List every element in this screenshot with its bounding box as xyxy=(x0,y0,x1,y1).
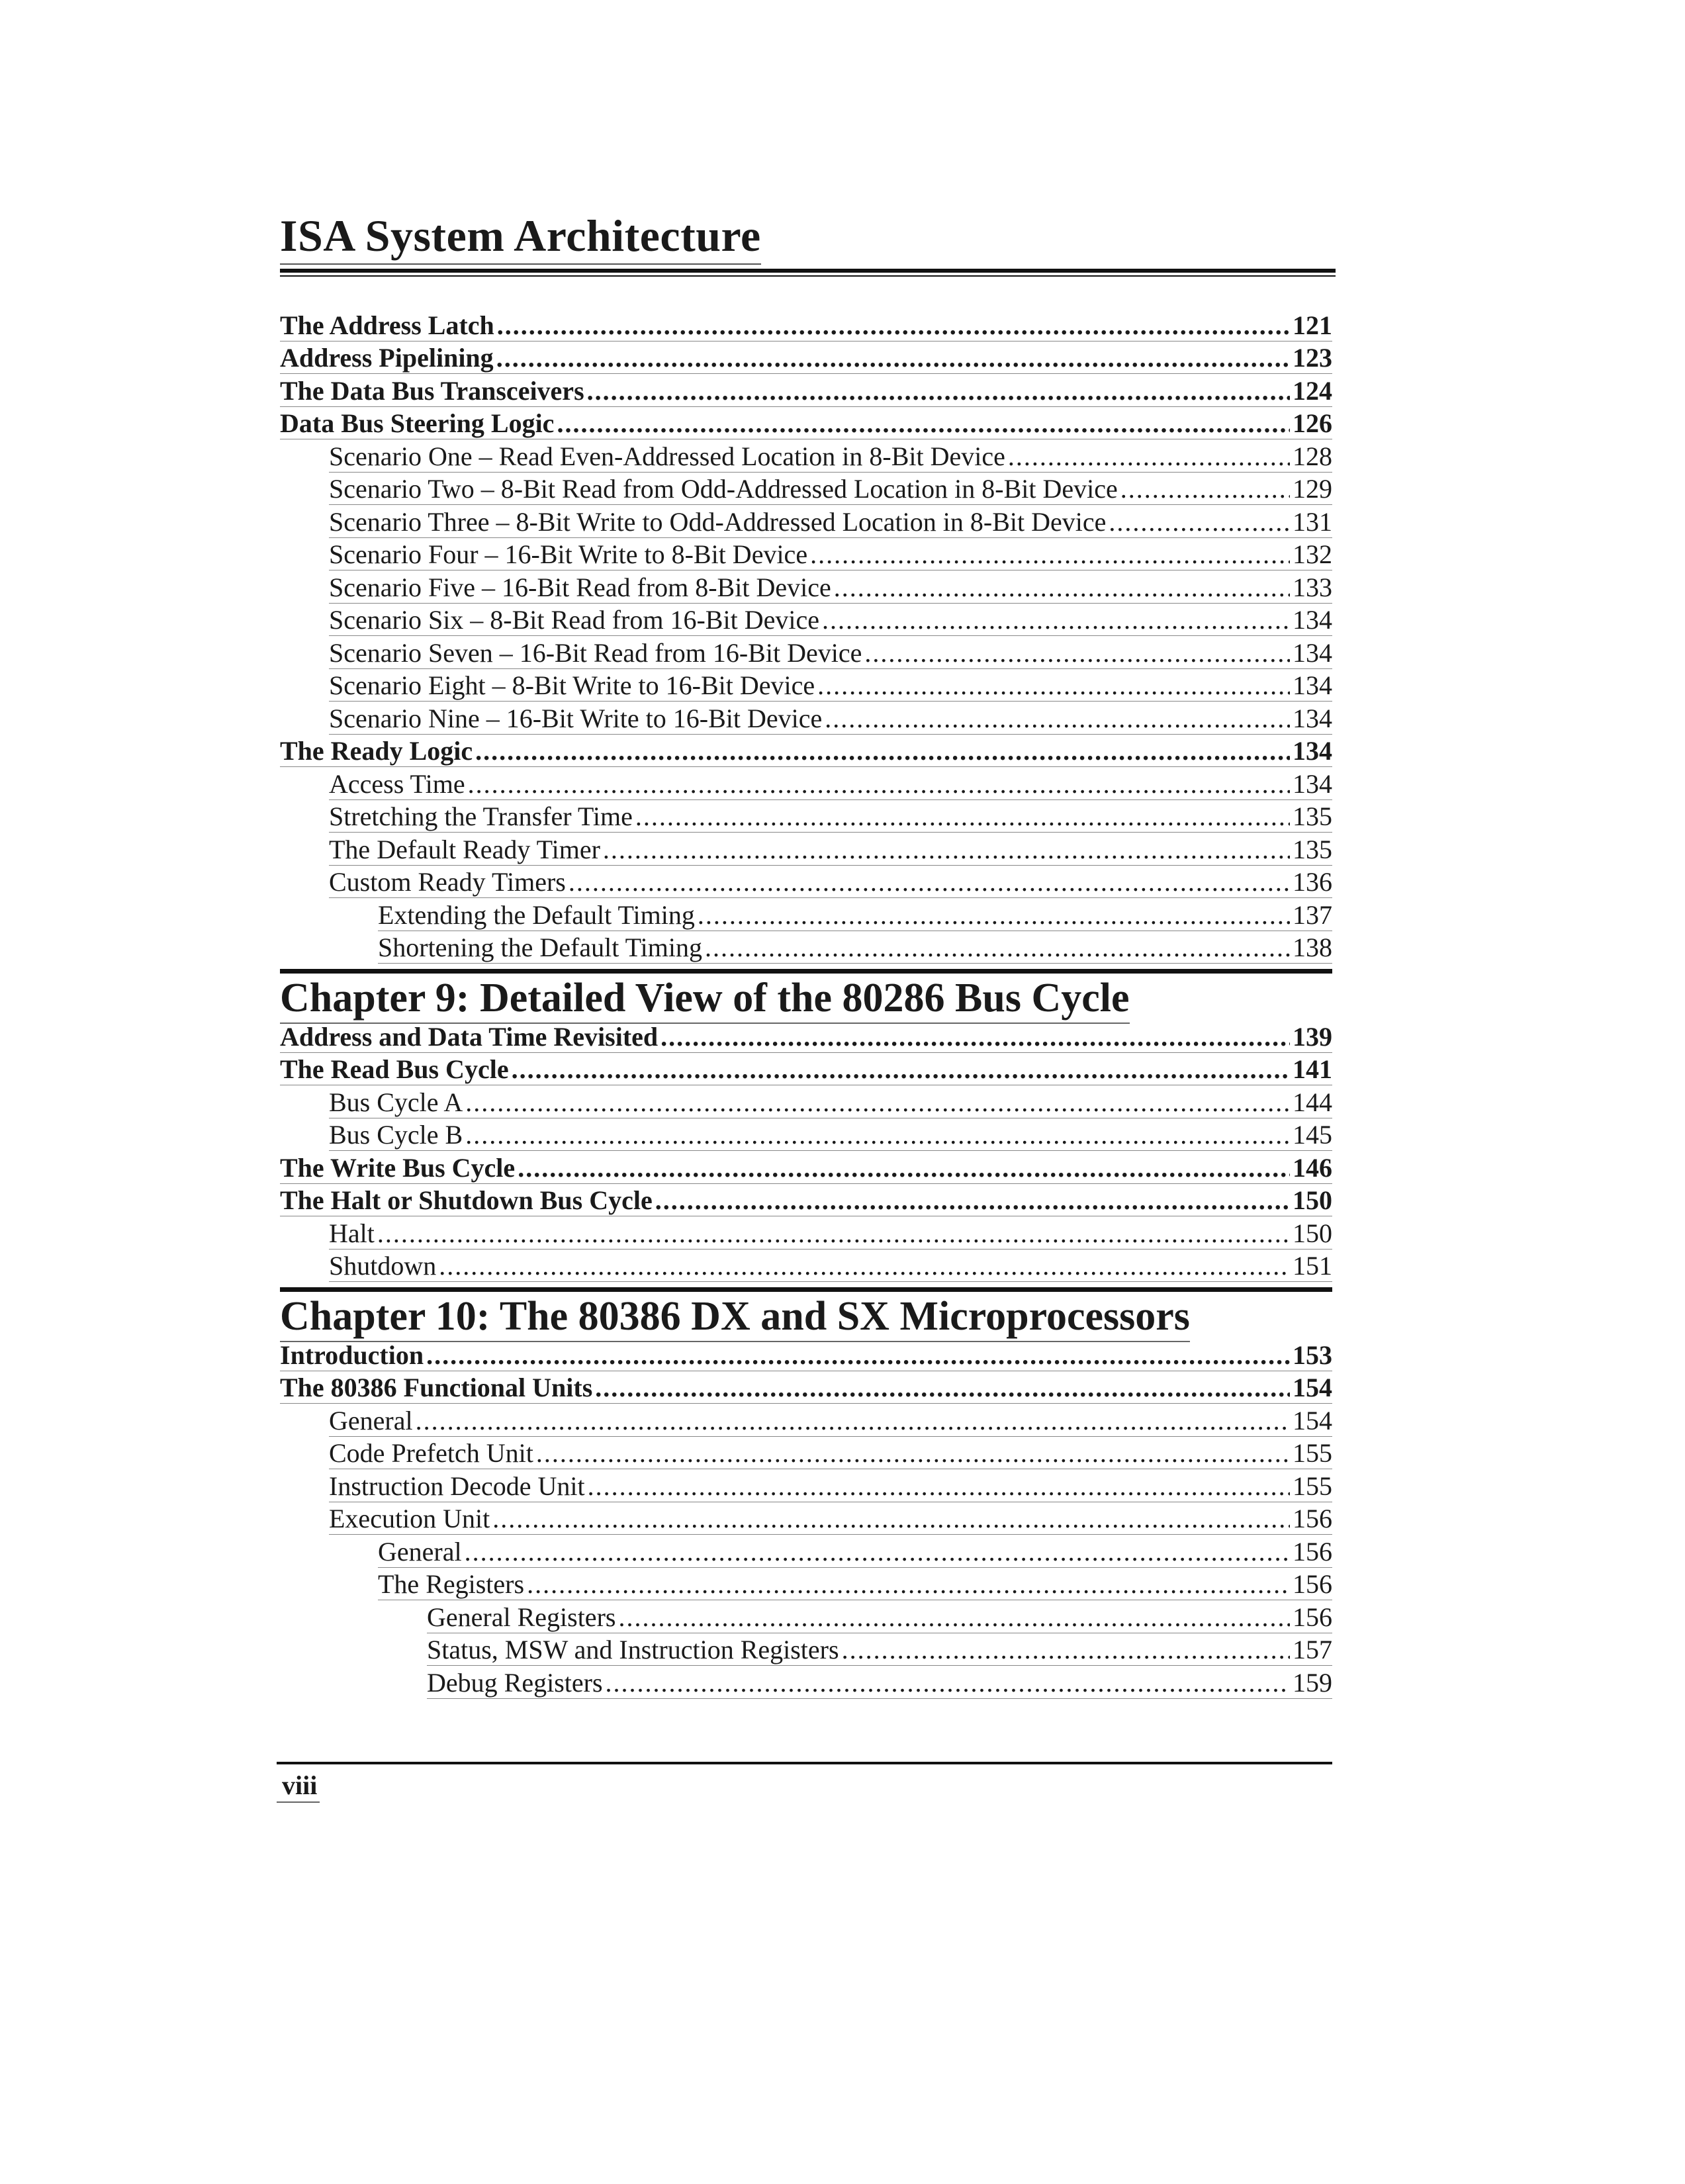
toc-entry[interactable] xyxy=(280,637,1332,673)
toc-entry-page: 153 xyxy=(1293,1340,1332,1370)
toc-entry-page: 155 xyxy=(1293,1438,1332,1468)
toc-entry-page: 139 xyxy=(1293,1021,1332,1052)
toc-entry-title: The 80386 Functional Units xyxy=(280,1373,593,1402)
toc-entry[interactable] xyxy=(280,1473,1332,1506)
toc-entry-title: General xyxy=(378,1536,462,1567)
header-rule-thin xyxy=(280,275,1336,277)
toc-entry-title: Scenario Two – 8-Bit Read from Odd-Addressed Location in 8-Bit Device xyxy=(329,474,1118,504)
toc-section xyxy=(280,312,1332,968)
dot-leader xyxy=(822,607,1290,633)
dot-leader xyxy=(496,345,1290,371)
dot-leader xyxy=(1109,509,1290,535)
toc-entry[interactable] xyxy=(280,1054,1332,1090)
dot-leader xyxy=(618,1604,1290,1631)
toc-entry-title: Extending the Default Timing xyxy=(378,899,695,930)
dot-leader xyxy=(416,1408,1290,1434)
dot-leader xyxy=(468,771,1290,797)
toc-entry[interactable] xyxy=(280,1152,1332,1188)
dot-leader xyxy=(705,934,1290,961)
toc-entry-title: The Write Bus Cycle xyxy=(280,1152,516,1183)
dot-leader xyxy=(557,410,1290,437)
toc-entry[interactable] xyxy=(280,1220,1332,1253)
toc-entry[interactable] xyxy=(280,1253,1332,1287)
toc-entry[interactable] xyxy=(280,736,1332,772)
dot-leader xyxy=(465,1089,1290,1116)
dot-leader xyxy=(512,1056,1290,1083)
toc-entry-page: 151 xyxy=(1293,1251,1332,1281)
chapter-title: Chapter 10: The 80386 DX and SX Microprocessors xyxy=(280,1296,1190,1342)
dot-leader xyxy=(569,869,1290,895)
toc-entry-page: 133 xyxy=(1293,572,1332,602)
toc-entry-page: 134 xyxy=(1293,736,1332,766)
footer-rule xyxy=(277,1762,1332,1764)
toc-entry-title: Status, MSW and Instruction Registers xyxy=(427,1635,839,1664)
dot-leader xyxy=(825,705,1290,732)
toc-entry-title: Introduction xyxy=(280,1340,424,1370)
toc-entry-title: Data Bus Steering Logic xyxy=(280,408,555,438)
toc-entry-page: 134 xyxy=(1293,768,1332,799)
toc-entry-title: Execution Unit xyxy=(329,1504,490,1533)
toc-entry-title: Scenario Five – 16-Bit Read from 8-Bit Device xyxy=(329,572,831,602)
toc-entry-title: Debug Registers xyxy=(427,1667,603,1698)
toc-entry-title: Access Time xyxy=(329,768,465,799)
dot-leader xyxy=(698,902,1290,929)
toc-entry-title: Scenario Three – 8-Bit Write to Odd-Addressed Location in 8-Bit Device xyxy=(329,506,1107,537)
toc-entry-page: 156 xyxy=(1293,1536,1332,1567)
toc-entry[interactable] xyxy=(280,935,1332,968)
toc-entry[interactable] xyxy=(280,345,1332,379)
toc-section xyxy=(280,1287,1332,1703)
toc-entry-page: 137 xyxy=(1293,899,1332,930)
dot-leader xyxy=(587,378,1290,404)
toc-entry-title: Custom Ready Timers xyxy=(329,867,566,897)
toc-entry-page: 150 xyxy=(1293,1218,1332,1248)
toc-entry-title: The Data Bus Transceivers xyxy=(280,375,584,406)
book-title: ISA System Architecture xyxy=(280,213,761,265)
toc-entry-title: The Registers xyxy=(378,1569,525,1599)
toc-entry[interactable] xyxy=(280,1569,1332,1605)
toc-entry-page: 126 xyxy=(1293,408,1332,438)
toc-entry[interactable] xyxy=(280,1375,1332,1408)
dot-leader xyxy=(465,1539,1290,1565)
page-number: viii xyxy=(277,1772,320,1803)
toc-entry-title: Address Pipelining xyxy=(280,343,494,373)
toc-entry-page: 156 xyxy=(1293,1504,1332,1533)
page-footer xyxy=(277,1762,1332,1803)
toc-entry-title: Code Prefetch Unit xyxy=(329,1438,533,1468)
toc-entry[interactable] xyxy=(280,1185,1332,1221)
dot-leader xyxy=(1008,443,1290,470)
dot-leader xyxy=(439,1253,1290,1279)
toc-entry-title: Shutdown xyxy=(329,1251,437,1281)
toc-entry-page: 150 xyxy=(1293,1185,1332,1215)
toc-entry-title: The Read Bus Cycle xyxy=(280,1054,509,1084)
toc-entry[interactable] xyxy=(280,1536,1332,1572)
dot-leader xyxy=(518,1155,1290,1181)
toc-entry-title: The Address Latch xyxy=(280,310,494,340)
toc-entry-page: 155 xyxy=(1293,1471,1332,1501)
toc-entry[interactable] xyxy=(280,834,1332,870)
toc-entry[interactable] xyxy=(280,1342,1332,1375)
dot-leader xyxy=(842,1637,1290,1663)
toc-entry[interactable] xyxy=(280,574,1332,608)
toc-entry-page: 128 xyxy=(1293,441,1332,471)
toc-entry[interactable] xyxy=(280,605,1332,641)
dot-leader xyxy=(497,312,1290,339)
toc-entry-title: Halt xyxy=(329,1218,375,1248)
toc-entry[interactable] xyxy=(280,1021,1332,1057)
toc-entry-title: Scenario Nine – 16-Bit Write to 16-Bit Device xyxy=(329,703,823,733)
toc-entry-page: 138 xyxy=(1293,933,1332,962)
toc-entry-page: 156 xyxy=(1293,1569,1332,1599)
toc-entry-page: 146 xyxy=(1293,1152,1332,1183)
dot-leader xyxy=(426,1342,1290,1369)
toc-entry-title: Stretching the Transfer Time xyxy=(329,801,633,831)
toc-entry-title: Scenario Four – 16-Bit Write to 8-Bit Device xyxy=(329,539,808,569)
toc-entry-page: 134 xyxy=(1293,670,1332,700)
toc-entry-page: 129 xyxy=(1293,474,1332,504)
toc-entry-page: 124 xyxy=(1293,375,1332,406)
toc-entry-title: Address and Data Time Revisited xyxy=(280,1021,659,1052)
dot-leader xyxy=(465,1122,1290,1148)
toc-entry[interactable] xyxy=(280,705,1332,739)
toc-entry[interactable] xyxy=(280,1438,1332,1474)
toc-entry[interactable] xyxy=(280,1122,1332,1156)
dot-leader xyxy=(660,1024,1290,1050)
toc-entry-page: 154 xyxy=(1293,1405,1332,1435)
chapter-separator-rule xyxy=(280,1287,1332,1292)
toc-entry[interactable] xyxy=(280,474,1332,510)
dot-leader xyxy=(492,1506,1290,1532)
dot-leader xyxy=(588,1473,1290,1500)
toc-entry-title: Instruction Decode Unit xyxy=(329,1471,585,1501)
chapter-title: Chapter 9: Detailed View of the 80286 Bus Cycle xyxy=(280,978,1130,1024)
toc-entry[interactable] xyxy=(280,1604,1332,1637)
dot-leader xyxy=(377,1220,1290,1247)
toc-entry-page: 131 xyxy=(1293,506,1332,537)
toc-entry-title: General Registers xyxy=(427,1602,616,1632)
toc-entry[interactable] xyxy=(280,801,1332,837)
toc-entry[interactable] xyxy=(280,768,1332,804)
dot-leader xyxy=(606,1670,1290,1696)
dot-leader xyxy=(864,640,1290,666)
toc-entry-title: The Default Ready Timer xyxy=(329,834,600,864)
toc-entry[interactable] xyxy=(280,408,1332,444)
toc-entry-title: Scenario Seven – 16-Bit Read from 16-Bit Device xyxy=(329,637,862,668)
toc-entry-page: 121 xyxy=(1293,310,1332,340)
toc-entry-title: Bus Cycle B xyxy=(329,1120,463,1150)
toc-entry-page: 159 xyxy=(1293,1667,1332,1698)
table-of-contents xyxy=(280,312,1332,1703)
toc-entry-title: Scenario Eight – 8-Bit Write to 16-Bit Device xyxy=(329,670,815,700)
header-rule xyxy=(280,269,1336,273)
dot-leader xyxy=(635,803,1290,830)
toc-entry-page: 135 xyxy=(1293,801,1332,831)
toc-entry-page: 156 xyxy=(1293,1602,1332,1632)
toc-entry[interactable] xyxy=(280,899,1332,935)
toc-entry[interactable] xyxy=(280,670,1332,706)
dot-leader xyxy=(834,574,1290,601)
toc-entry-title: Bus Cycle A xyxy=(329,1087,463,1117)
toc-entry-title: Shortening the Default Timing xyxy=(378,933,702,962)
toc-entry[interactable] xyxy=(280,1506,1332,1539)
toc-entry-title: Scenario Six – 8-Bit Read from 16-Bit Device xyxy=(329,605,819,635)
toc-entry[interactable] xyxy=(280,1089,1332,1122)
toc-entry-page: 134 xyxy=(1293,703,1332,733)
toc-entry[interactable] xyxy=(280,443,1332,477)
toc-entry-page: 144 xyxy=(1293,1087,1332,1117)
toc-entry-title: The Ready Logic xyxy=(280,736,473,766)
dot-leader xyxy=(595,1375,1290,1401)
toc-entry-page: 157 xyxy=(1293,1635,1332,1664)
toc-entry-page: 134 xyxy=(1293,605,1332,635)
dot-leader xyxy=(817,672,1290,699)
page-header xyxy=(280,210,1336,277)
toc-section xyxy=(280,969,1332,1286)
toc-entry[interactable] xyxy=(280,506,1332,542)
toc-entry-title: General xyxy=(329,1405,413,1435)
dot-leader xyxy=(1120,476,1290,502)
toc-entry-title: The Halt or Shutdown Bus Cycle xyxy=(280,1185,653,1215)
dot-leader xyxy=(603,837,1290,863)
chapter-separator-rule xyxy=(280,969,1332,974)
toc-entry-title: Scenario One – Read Even-Addressed Location in 8-Bit Device xyxy=(329,441,1005,471)
toc-entry-page: 145 xyxy=(1293,1120,1332,1150)
dot-leader xyxy=(475,738,1290,764)
toc-entry[interactable] xyxy=(280,539,1332,575)
dot-leader xyxy=(810,541,1290,568)
toc-entry[interactable] xyxy=(280,1637,1332,1670)
toc-entry-page: 136 xyxy=(1293,867,1332,897)
toc-entry[interactable] xyxy=(280,867,1332,903)
toc-entry-page: 134 xyxy=(1293,637,1332,668)
toc-entry-page: 132 xyxy=(1293,539,1332,569)
toc-entry[interactable] xyxy=(280,1405,1332,1441)
toc-entry-page: 154 xyxy=(1293,1373,1332,1402)
dot-leader xyxy=(536,1440,1290,1467)
toc-entry-page: 141 xyxy=(1293,1054,1332,1084)
toc-entry[interactable] xyxy=(280,312,1332,345)
toc-entry[interactable] xyxy=(280,1667,1332,1703)
toc-entry-page: 123 xyxy=(1293,343,1332,373)
dot-leader xyxy=(527,1571,1290,1598)
toc-entry-page: 135 xyxy=(1293,834,1332,864)
toc-entry[interactable] xyxy=(280,375,1332,411)
dot-leader xyxy=(655,1187,1290,1214)
